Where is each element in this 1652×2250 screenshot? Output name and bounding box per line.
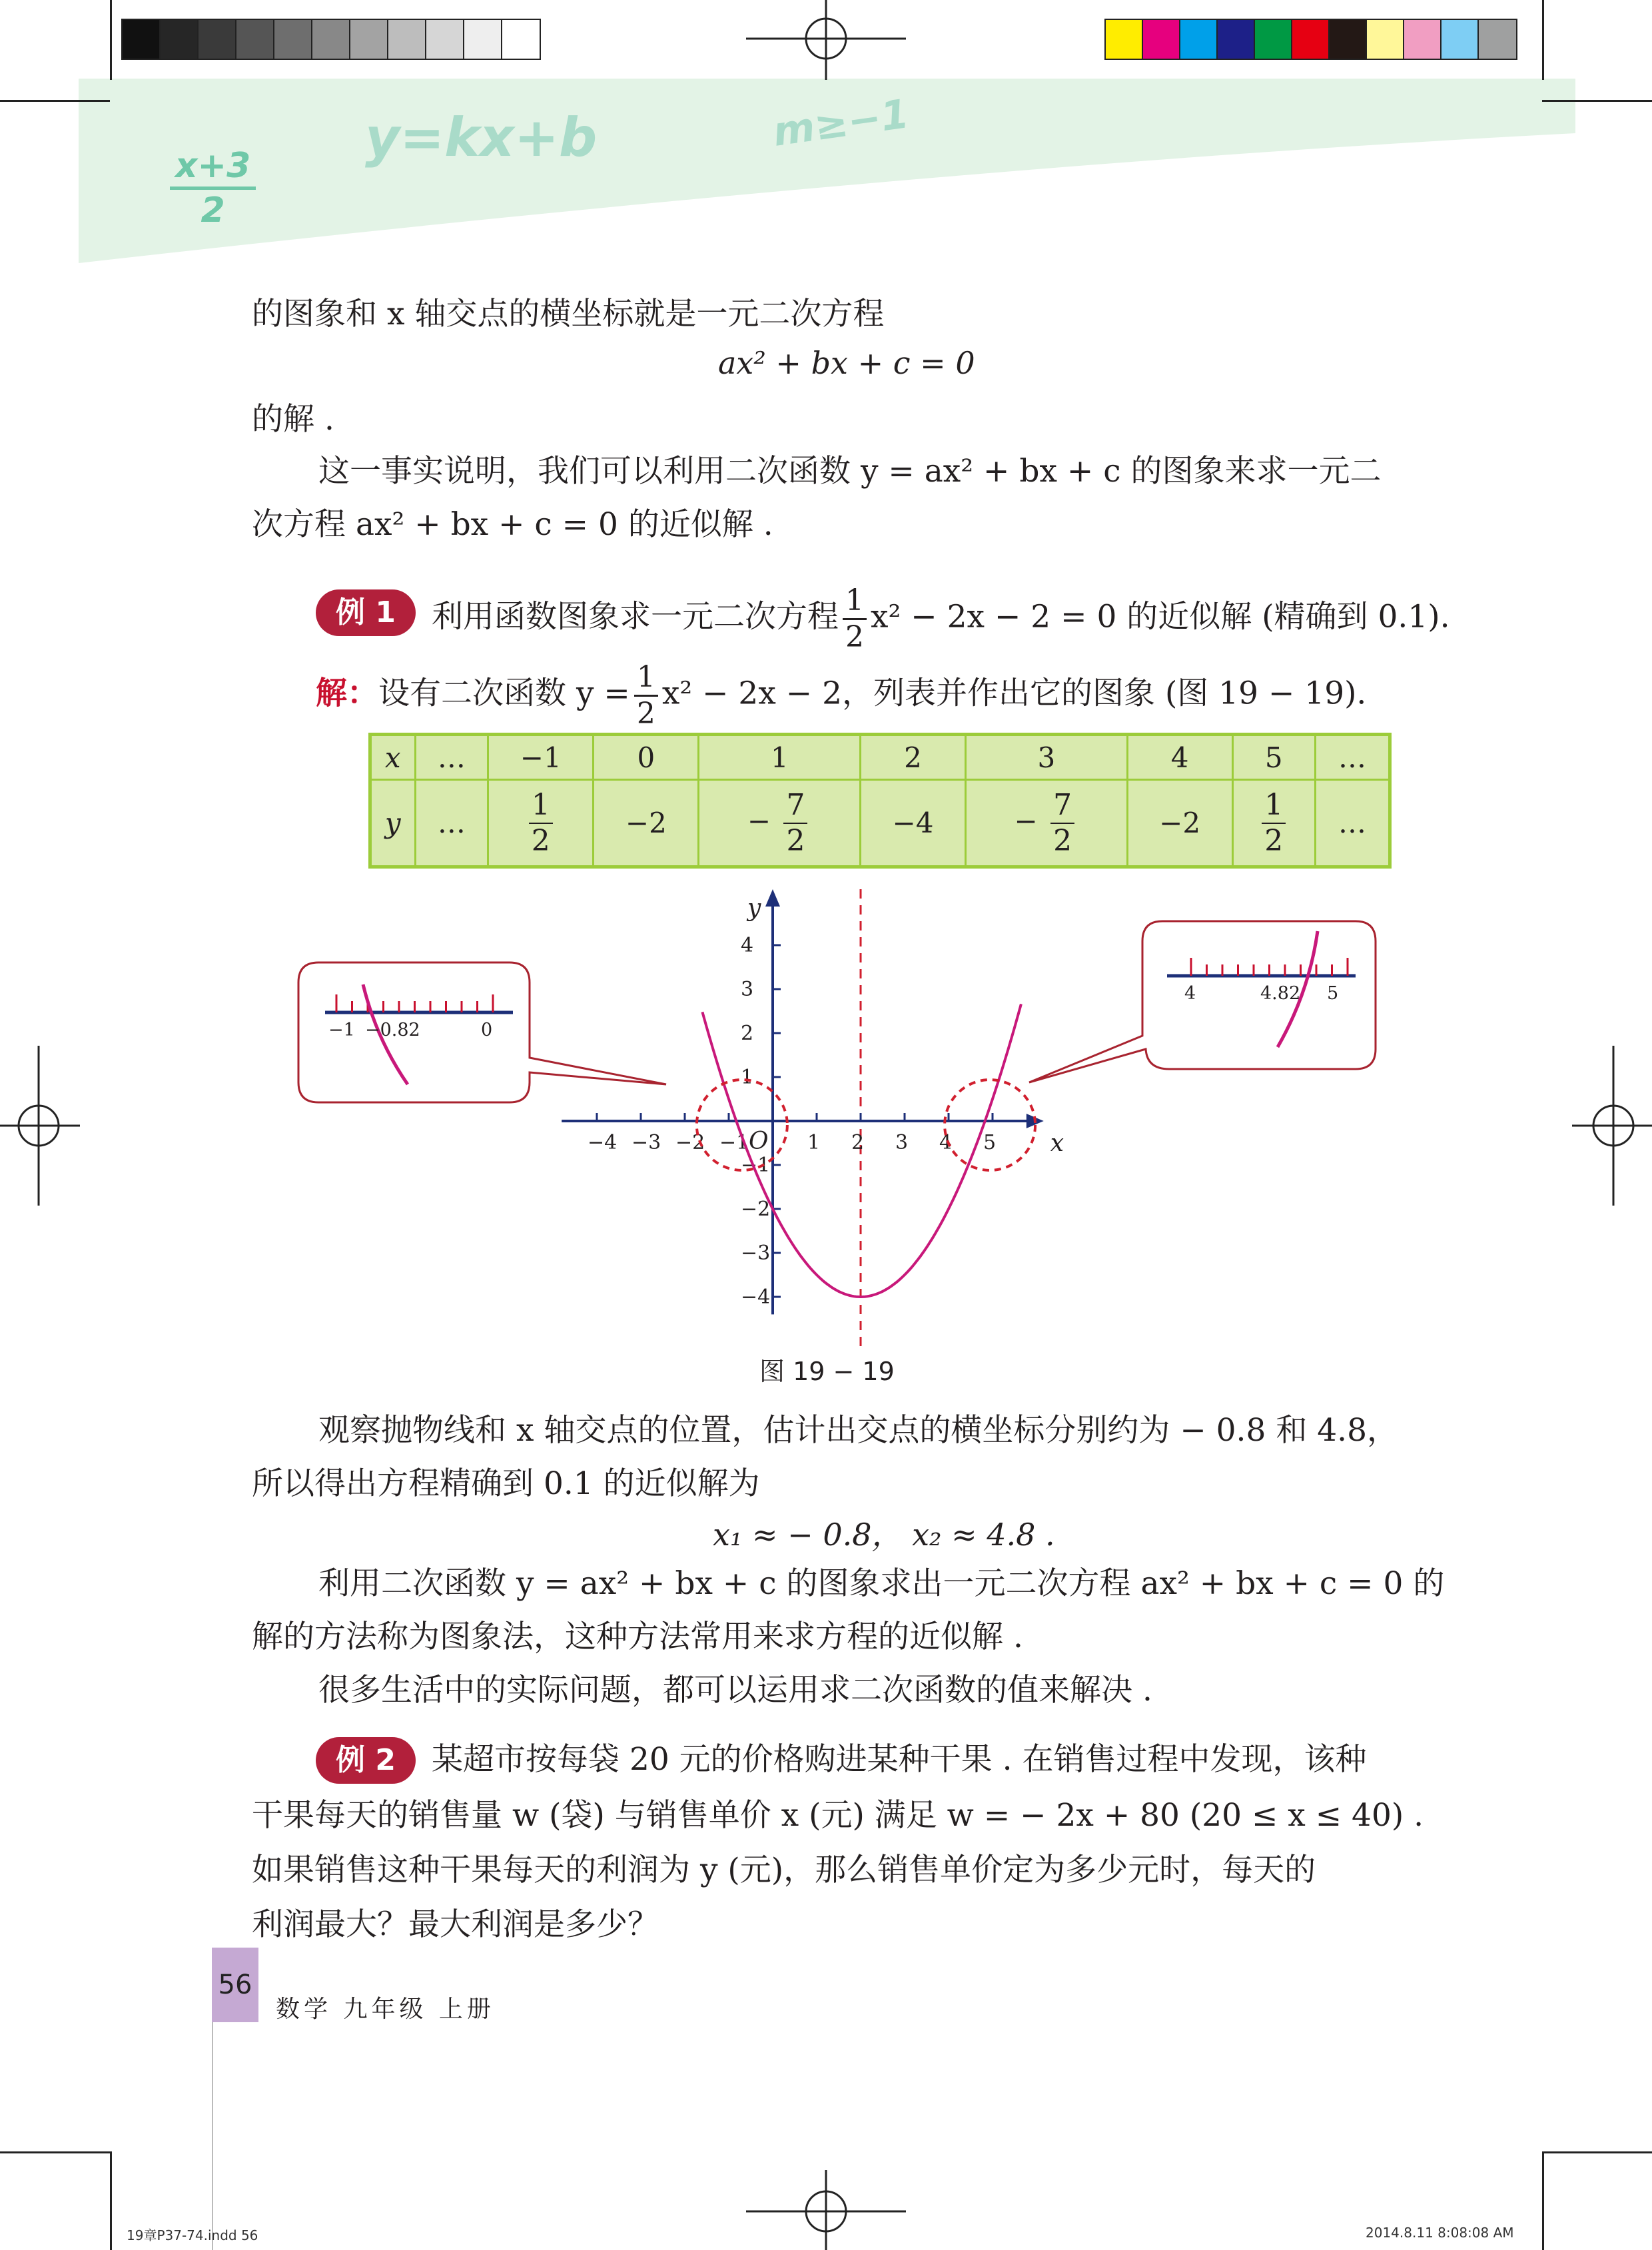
table-fraction: $\frac{1}{2}$ [1262, 791, 1286, 856]
intro-line-3: 这一事实说明，我们可以利用二次函数 y = ax² + bx + c 的图象来求一元二 [318, 453, 1382, 490]
intro-line-4: 次方程 ax² + bx + c = 0 的近似解 . [252, 506, 773, 543]
table-cell: … [1315, 735, 1390, 780]
gray-swatch [197, 19, 237, 60]
table-cell: −1 [488, 735, 594, 780]
intro-line-1: 的图象和 x 轴交点的横坐标就是一元二次方程 [252, 296, 885, 332]
right-zoom-callout [1029, 921, 1376, 1082]
gray-swatch [121, 19, 161, 60]
table-fraction: $\frac{7}{2}$ [1050, 791, 1074, 856]
x-tick-label: 1 [807, 1131, 821, 1154]
color-swatch [1216, 19, 1256, 60]
x-tick-label: −2 [675, 1131, 705, 1154]
table-cell: 3 [966, 735, 1127, 780]
table-cell: 1 [699, 735, 860, 780]
table-cell: 2 [860, 735, 965, 780]
table-cell: y [370, 780, 416, 867]
left-zoom-label: −1 [328, 1020, 355, 1040]
x-tick-label: 2 [851, 1131, 865, 1154]
right-zoom-label: 4 [1184, 983, 1196, 1004]
table-cell: … [415, 735, 488, 780]
table-cell: 5 [1232, 735, 1315, 780]
gray-swatch [425, 19, 465, 60]
gray-swatch [349, 19, 389, 60]
color-swatch [1254, 19, 1294, 60]
y-tick-label: −1 [741, 1154, 771, 1177]
book-title: 数学 九年级 上册 [276, 1996, 495, 2023]
y-tick-label: 4 [741, 934, 754, 957]
gray-swatch [235, 19, 275, 60]
y-axis-label: y [747, 895, 761, 922]
example-2-line-3: 如果销售这种干果每天的利润为 y (元)，那么销售单价定为多少元时，每天的 [252, 1852, 1316, 1888]
registration-mark-bottom [746, 2170, 906, 2250]
table-cell: x [370, 735, 416, 780]
example-2-line-1: 某超市按每袋 20 元的价格购进某种干果 . 在销售过程中发现，该种 [432, 1741, 1367, 1778]
body-line-5: 很多生活中的实际问题，都可以运用求二次函数的值来解决 . [318, 1672, 1152, 1708]
color-swatch [1440, 19, 1480, 60]
table-fraction: $\frac{1}{2}$ [529, 791, 553, 856]
x-tick-label: 3 [895, 1131, 909, 1154]
table-cell: … [1315, 780, 1390, 867]
fraction-one-half-2: $\frac{1}{2}$ [634, 663, 658, 729]
x-tick-label: 5 [983, 1131, 997, 1154]
color-swatch [1142, 19, 1182, 60]
page-number: 56 [212, 1948, 258, 2022]
value-table [368, 733, 1392, 869]
y-tick-label: 3 [741, 978, 754, 1001]
table-cell: −4 [860, 780, 965, 867]
table-cell: … [415, 780, 488, 867]
origin-label: O [749, 1128, 769, 1155]
gray-swatch [159, 19, 199, 60]
table-row-y [370, 780, 1390, 867]
intro-line-2: 的解 . [252, 401, 334, 438]
color-swatch [1403, 19, 1443, 60]
x-axis-label: x [1050, 1130, 1064, 1157]
table-cell [1232, 780, 1315, 867]
right-zoom-label: 5 [1327, 983, 1339, 1004]
color-swatch [1179, 19, 1219, 60]
table-cell: 0 [594, 735, 699, 780]
example-1-statement: 利用函数图象求一元二次方程 $\frac{1}{2}$ x² − 2x − 2 = 0 的近似解 (精确到 0.1). [432, 583, 1450, 654]
print-timestamp: 2014.8.11 8:08:08 AM [1366, 2225, 1514, 2241]
approx-solution: x₁ ≈ − 0.8， x₂ ≈ 4.8 . [713, 1517, 1055, 1553]
gray-swatch [387, 19, 427, 60]
header-formula-linear: y=kx+b [365, 107, 598, 169]
example-2-line-2: 干果每天的销售量 w (袋) 与销售单价 x (元) 满足 w = − 2x + 80 (20 ≤ x ≤ 40) . [252, 1797, 1424, 1834]
y-tick-label: −3 [741, 1242, 771, 1265]
file-slug: 19章P37-74.indd 56 [127, 2227, 258, 2243]
table-cell: − $\frac{7}{2}$ [699, 780, 860, 867]
y-tick-label: 2 [741, 1022, 754, 1045]
root-highlight-circle [945, 1080, 1035, 1170]
y-axis-arrow [765, 889, 780, 907]
body-line-4: 解的方法称为图象法，这种方法常用来求方程的近似解 . [252, 1619, 1023, 1655]
example-2-line-4: 利润最大？最大利润是多少？ [252, 1906, 659, 1943]
y-tick-label: −4 [741, 1286, 771, 1309]
header-formula-inequality: m≥−1 [770, 91, 912, 156]
color-swatch [1291, 19, 1331, 60]
figure-caption: 图 19 − 19 [759, 1357, 895, 1386]
x-tick-label: −4 [588, 1131, 618, 1154]
body-line-3: 利用二次函数 y = ax² + bx + c 的图象求出一元二次方程 ax² + bx + c = 0 的 [318, 1565, 1445, 1602]
table-cell: −2 [1127, 780, 1232, 867]
body-line-1: 观察抛物线和 x 轴交点的位置，估计出交点的横坐标分别约为 − 0.8 和 4.8， [318, 1412, 1399, 1449]
body-line-2: 所以得出方程精确到 0.1 的近似解为 [252, 1465, 760, 1502]
fraction-one-half: $\frac{1}{2}$ [843, 586, 867, 652]
intro-equation: ax² + bx + c = 0 [718, 345, 975, 381]
color-swatch [1328, 19, 1368, 60]
y-tick-label: −2 [741, 1198, 771, 1221]
parabola-graph [0, 879, 1652, 1399]
table-cell: −2 [594, 780, 699, 867]
table-row-x [370, 735, 1390, 780]
header-formula-fraction: x+3 2 [170, 145, 256, 231]
gray-swatch [273, 19, 313, 60]
color-swatch [1477, 19, 1517, 60]
x-tick-label: −3 [631, 1131, 661, 1154]
left-zoom-label: 0 [481, 1020, 493, 1040]
table-cell: 4 [1127, 735, 1232, 780]
gray-swatch [463, 19, 503, 60]
color-swatch [1366, 19, 1406, 60]
color-swatch [1104, 19, 1144, 60]
gray-swatch [311, 19, 351, 60]
example-2-badge: 例 2 [316, 1737, 416, 1784]
table-cell [488, 780, 594, 867]
example-1-badge: 例 1 [316, 589, 416, 636]
left-zoom-label: −0.82 [365, 1020, 420, 1040]
x-tick-label: 4 [939, 1131, 953, 1154]
x-tick-label: −1 [719, 1131, 749, 1154]
right-zoom-label: 4.82 [1260, 983, 1301, 1004]
table-fraction: $\frac{7}{2}$ [783, 791, 807, 856]
y-tick-label: 1 [741, 1066, 754, 1089]
gray-swatch [501, 19, 541, 60]
example-1-solution: 解：设有二次函数 y = $\frac{1}{2}$ x² − 2x − 2，列表并作出它的图象 (图 19 − 19). [316, 660, 1367, 731]
registration-mark-top [746, 0, 906, 80]
table-cell: − $\frac{7}{2}$ [966, 780, 1127, 867]
